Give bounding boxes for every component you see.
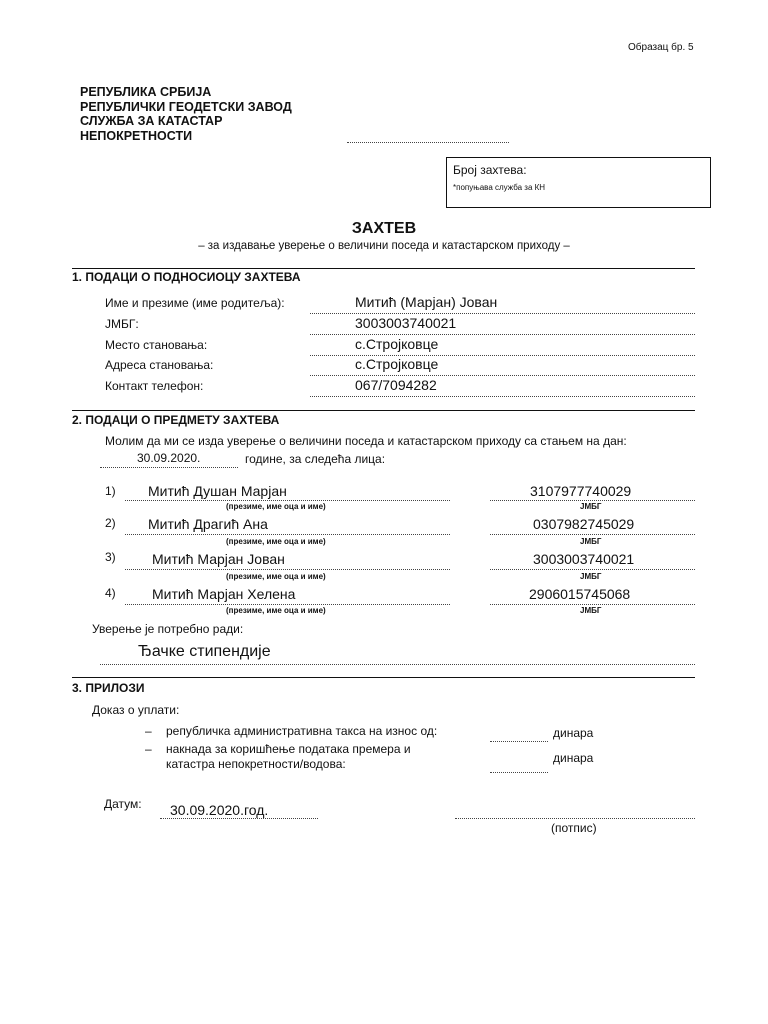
page-subtitle: – за издавање уверење о величини поседа и катастарском приходу – [198,240,570,252]
purpose-label: Уверење је потребно ради: [92,622,244,636]
person-4-name-caption: (презиме, име оца и име) [226,606,326,615]
section-2-heading: 2. ПОДАЦИ О ПРЕДМЕТУ ЗАХТЕВА [72,413,280,427]
item-2-text-line-2: катастра непокретности/водова: [166,757,346,771]
person-2-name[interactable]: Митић Драгић Ана [148,516,268,532]
field-address-line [310,375,695,376]
field-jmbg-line [310,334,695,335]
person-3-jmbg-line [490,569,695,570]
request-number-label: Број захтева: [453,163,527,177]
date-label: Датум: [104,797,142,811]
request-number-box[interactable] [446,157,711,208]
signature-caption: (потпис) [551,821,597,835]
field-place-label: Место становања: [105,338,208,352]
person-2-name-line [125,534,450,535]
section-3-rule [72,677,695,678]
state-date-suffix: године, за следећа лица: [245,452,386,466]
field-phone-label: Контакт телефон: [105,379,204,393]
field-address-label: Адреса становања: [105,358,214,372]
header-dotted-line [347,142,509,143]
section-1-rule [72,268,695,269]
header-line-2: РЕПУБЛИЧКИ ГЕОДЕТСКИ ЗАВОД [80,99,292,114]
purpose-line [100,664,695,665]
section-1-heading: 1. ПОДАЦИ О ПОДНОСИОЦУ ЗАХТЕВА [72,270,301,284]
person-4-jmbg-caption: ЈМБГ [580,606,602,615]
person-3-name-line [125,569,450,570]
person-1-jmbg[interactable]: 3107977740029 [530,483,632,499]
field-name-line [310,313,695,314]
person-1-jmbg-line [490,500,695,501]
purpose-value[interactable]: Ђачке стипендије [138,643,271,660]
header-line-1: РЕПУБЛИКА СРБИЈА [80,85,212,99]
header-line-4: НЕПОКРЕТНОСТИ [80,128,193,143]
request-number-note: *попуњава служба за КН [453,183,546,192]
item-2-unit: динара [553,751,594,765]
request-intro-text: Молим да ми се изда уверење о величини поседа и катастарском приходу са стањем на дан: [105,434,627,448]
section-3-heading: 3. ПРИЛОЗИ [72,681,145,695]
form-number: Образац бр. 5 [628,42,694,53]
person-2-jmbg[interactable]: 0307982745029 [533,516,635,532]
person-2-jmbg-caption: ЈМБГ [580,537,602,546]
person-1-name-line [125,500,450,501]
item-1-text: републичка административна такса на износ од: [166,724,438,738]
page-title: ЗАХТЕВ [351,220,417,237]
person-4-number: 4) [105,586,116,600]
institution-header [80,85,292,143]
person-2-name-caption: (презиме, име оца и име) [226,537,326,546]
item-2-dash: – [145,742,152,756]
person-3-jmbg-caption: ЈМБГ [580,572,602,581]
field-address-value[interactable]: с.Стројковце [355,356,439,372]
person-1-name-caption: (презиме, име оца и име) [226,502,326,511]
person-3-jmbg[interactable]: 3003003740021 [533,551,635,567]
header-line-3: СЛУЖБА ЗА КАТАСТАР [80,114,223,128]
field-name-label: Име и презиме (име родитеља): [105,296,285,310]
person-1-number: 1) [105,484,116,498]
item-2-text-line-1: накнада за коришћење података премера и [166,742,411,756]
signature-line [455,818,695,819]
payment-proof-label: Доказ о уплати: [92,703,180,717]
date-value[interactable]: 30.09.2020.год. [170,802,269,818]
item-1-unit: динара [553,726,594,740]
person-3-name[interactable]: Митић Марјан Јован [152,551,285,567]
person-4-jmbg[interactable]: 2906015745068 [529,586,631,602]
person-2-jmbg-line [490,534,695,535]
item-1-dash: – [145,724,152,738]
person-4-name-line [125,604,450,605]
item-1-amount-line [490,741,548,742]
section-2-rule [72,410,695,411]
date-line [160,818,318,819]
field-name-value[interactable]: Митић (Марјан) Јован [355,294,498,310]
field-place-value[interactable]: с.Стројковце [355,336,439,352]
field-jmbg-label: ЈМБГ: [105,317,139,331]
field-jmbg-value[interactable]: 3003003740021 [355,315,457,331]
state-date-line [100,467,238,468]
field-phone-line [310,396,695,397]
person-1-jmbg-caption: ЈМБГ [580,502,602,511]
field-phone-value[interactable]: 067/7094282 [355,377,437,393]
person-3-name-caption: (презиме, име оца и име) [226,572,326,581]
person-4-jmbg-line [490,604,695,605]
item-2-amount-line [490,772,548,773]
person-4-name[interactable]: Митић Марјан Хелена [152,586,296,602]
person-1-name[interactable]: Митић Душан Марјан [148,483,287,499]
person-2-number: 2) [105,516,116,530]
person-3-number: 3) [105,550,116,564]
state-date-value[interactable]: 30.09.2020. [137,451,201,465]
